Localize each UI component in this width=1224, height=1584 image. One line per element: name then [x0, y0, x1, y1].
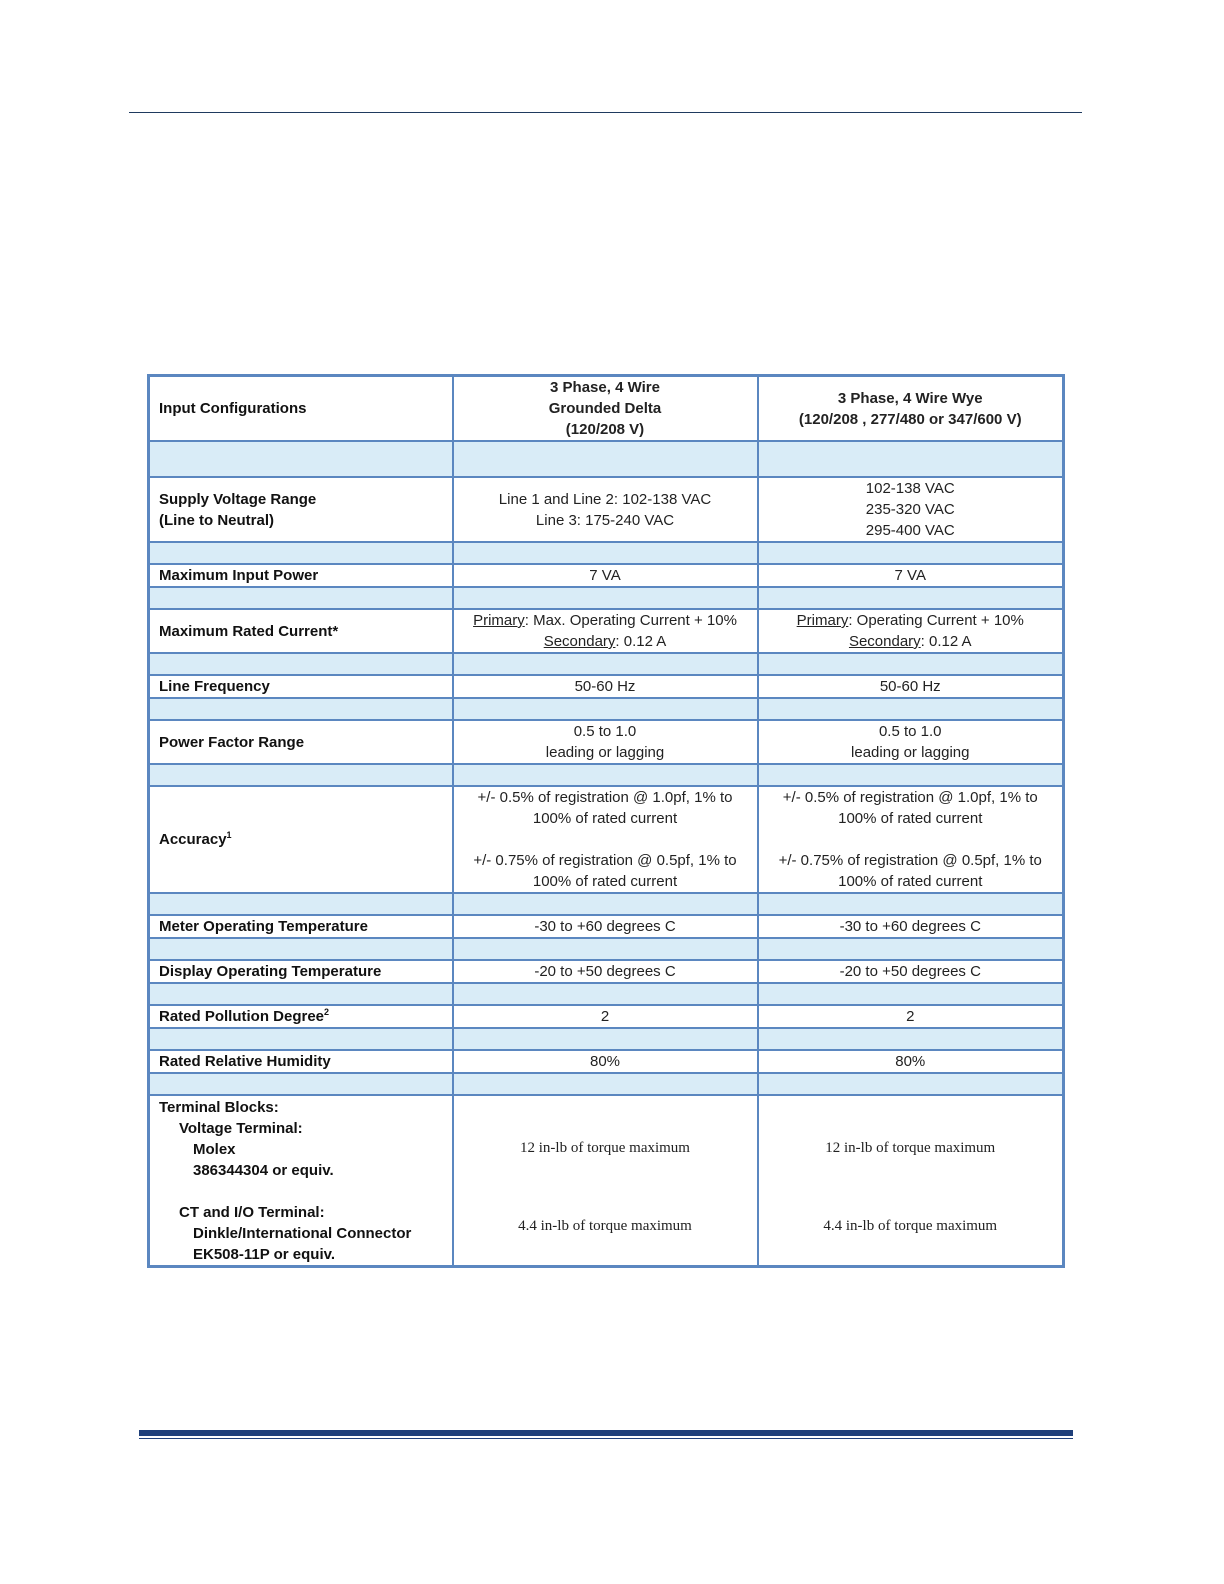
pollution-degree-label-text: Rated Pollution Degree	[159, 1008, 325, 1025]
table-row-meter-temp	[149, 915, 1064, 938]
accuracy-delta	[453, 786, 758, 893]
display-temp-label: Display Operating Temperature	[149, 960, 453, 983]
terminal-blocks-label	[149, 1095, 453, 1267]
line-frequency-delta: 50-60 Hz	[453, 675, 758, 698]
accuracy-wye-a1: +/- 0.5% of registration @ 1.0pf, 1% to	[782, 789, 1038, 806]
power-factor-delta-line1: 0.5 to 1.0	[573, 723, 637, 740]
accuracy-delta-b2: 100% of rated current	[532, 873, 678, 890]
display-temp-wye: -20 to +50 degrees C	[758, 960, 1064, 983]
table-row-pollution-degree	[149, 1005, 1064, 1028]
wye-secondary-key: Secondary	[848, 633, 921, 650]
terminal-blocks-heading: Terminal Blocks:	[159, 1099, 279, 1116]
spacer-row	[149, 764, 1064, 786]
voltage-terminal-maker: Molex	[193, 1141, 236, 1158]
power-factor-wye-line2: leading or lagging	[851, 744, 970, 761]
delta-primary-line	[454, 610, 757, 631]
max-input-power-wye: 7 VA	[758, 564, 1064, 587]
meter-temp-label: Meter Operating Temperature	[149, 915, 453, 938]
pollution-degree-wye: 2	[758, 1005, 1064, 1028]
relative-humidity-wye: 80%	[758, 1050, 1064, 1073]
table-row-terminal-blocks	[149, 1095, 1064, 1267]
accuracy-wye-b1: +/- 0.75% of registration @ 0.5pf, 1% to	[778, 852, 1042, 869]
table-row-max-input-power	[149, 564, 1064, 587]
power-factor-delta	[453, 720, 758, 764]
supply-voltage-delta-line1: Line 1 and Line 2: 102-138 VAC	[498, 490, 712, 508]
spacer-row	[149, 542, 1064, 564]
table-row-supply-voltage	[149, 477, 1064, 542]
accuracy-delta-a2: 100% of rated current	[532, 810, 678, 827]
delta-config-line1: 3 Phase, 4 Wire	[550, 379, 660, 396]
header-rule	[129, 112, 1082, 113]
supply-voltage-label	[149, 477, 453, 542]
table-row-accuracy	[149, 786, 1064, 893]
delta-config-header	[453, 376, 758, 442]
wye-secondary-value: : 0.12 A	[920, 633, 972, 650]
voltage-terminal-part: 386344304 or equiv.	[193, 1162, 334, 1179]
supply-voltage-wye	[758, 477, 1064, 542]
display-temp-delta: -20 to +50 degrees C	[453, 960, 758, 983]
wye-secondary-line	[759, 631, 1063, 652]
max-rated-current-delta	[453, 609, 758, 653]
delta-primary-key: Primary	[473, 612, 525, 629]
wye-primary-value: : Operating Current + 10%	[848, 612, 1024, 629]
meter-temp-wye: -30 to +60 degrees C	[758, 915, 1064, 938]
supply-voltage-label-line2: (Line to Neutral)	[159, 511, 274, 529]
spacer-row	[149, 938, 1064, 960]
max-rated-current-wye	[758, 609, 1064, 653]
terminal-delta-ct-torque: 4.4 in-lb of torque maximum	[518, 1218, 692, 1234]
power-factor-delta-line2: leading or lagging	[545, 744, 665, 761]
delta-config-line3: (120/208 V)	[565, 421, 645, 438]
spacer-row	[149, 441, 1064, 477]
wye-primary-key: Primary	[796, 612, 849, 629]
max-input-power-label: Maximum Input Power	[149, 564, 453, 587]
accuracy-delta-a1: +/- 0.5% of registration @ 1.0pf, 1% to	[477, 789, 733, 806]
accuracy-wye-b2: 100% of rated current	[838, 873, 983, 890]
delta-secondary-key: Secondary	[543, 633, 616, 650]
footer-rule-thick	[139, 1430, 1073, 1436]
pollution-degree-delta: 2	[453, 1005, 758, 1028]
terminal-wye-voltage-torque: 12 in-lb of torque maximum	[825, 1140, 996, 1156]
accuracy-label	[149, 786, 453, 893]
meter-temp-delta: -30 to +60 degrees C	[453, 915, 758, 938]
line-frequency-label: Line Frequency	[149, 675, 453, 698]
delta-secondary-line	[454, 631, 757, 652]
table-row-display-temp	[149, 960, 1064, 983]
accuracy-wye-a2: 100% of rated current	[838, 810, 983, 827]
delta-primary-value: : Max. Operating Current + 10%	[524, 612, 737, 629]
input-configurations-label: Input Configurations	[149, 376, 453, 442]
accuracy-label-text: Accuracy	[159, 831, 227, 848]
accuracy-wye	[758, 786, 1064, 893]
supply-voltage-delta-line2: Line 3: 175-240 VAC	[535, 511, 675, 529]
ct-io-terminal-heading: CT and I/O Terminal:	[179, 1204, 325, 1221]
delta-secondary-value: : 0.12 A	[615, 633, 667, 650]
supply-voltage-wye-line1: 102-138 VAC	[865, 480, 955, 497]
wye-primary-line	[759, 610, 1063, 631]
terminal-wye-ct-torque: 4.4 in-lb of torque maximum	[823, 1218, 998, 1234]
table-row-power-factor	[149, 720, 1064, 764]
max-input-power-delta: 7 VA	[453, 564, 758, 587]
voltage-terminal-heading: Voltage Terminal:	[179, 1120, 303, 1137]
specifications-table	[147, 374, 1065, 1268]
table-row-relative-humidity	[149, 1050, 1064, 1073]
line-frequency-wye: 50-60 Hz	[758, 675, 1064, 698]
supply-voltage-wye-line3: 295-400 VAC	[865, 522, 955, 539]
ct-io-terminal-part: EK508-11P or equiv.	[193, 1246, 336, 1263]
pollution-degree-label	[149, 1005, 453, 1028]
terminal-blocks-wye	[758, 1095, 1064, 1267]
footer-rule-thin	[139, 1438, 1073, 1439]
supply-voltage-label-line1: Supply Voltage Range	[159, 490, 317, 508]
power-factor-wye	[758, 720, 1064, 764]
max-rated-current-label: Maximum Rated Current*	[149, 609, 453, 653]
spacer-row	[149, 587, 1064, 609]
table-row-input-configurations	[149, 376, 1064, 442]
accuracy-delta-b1: +/- 0.75% of registration @ 0.5pf, 1% to	[473, 852, 737, 869]
relative-humidity-label: Rated Relative Humidity	[149, 1050, 453, 1073]
wye-config-header	[758, 376, 1064, 442]
ct-io-terminal-maker: Dinkle/International Connector	[193, 1225, 412, 1242]
power-factor-wye-line1: 0.5 to 1.0	[878, 723, 942, 740]
spacer-row	[149, 983, 1064, 1005]
spacer-row	[149, 1073, 1064, 1095]
spacer-row	[149, 653, 1064, 675]
supply-voltage-delta	[453, 477, 758, 542]
terminal-blocks-delta	[453, 1095, 758, 1267]
supply-voltage-wye-line2: 235-320 VAC	[865, 501, 955, 518]
spacer-row	[149, 893, 1064, 915]
table-row-max-rated-current	[149, 609, 1064, 653]
relative-humidity-delta: 80%	[453, 1050, 758, 1073]
accuracy-footnote-marker: 1	[226, 830, 232, 840]
terminal-delta-voltage-torque: 12 in-lb of torque maximum	[520, 1140, 690, 1156]
wye-config-line2: (120/208 , 277/480 or 347/600 V)	[798, 410, 1022, 428]
spacer-row	[149, 1028, 1064, 1050]
power-factor-label: Power Factor Range	[149, 720, 453, 764]
delta-config-line2: Grounded Delta	[548, 400, 662, 417]
wye-config-line1: 3 Phase, 4 Wire Wye	[837, 389, 983, 407]
pollution-footnote-marker: 2	[324, 1007, 330, 1017]
spacer-row	[149, 698, 1064, 720]
table-row-line-frequency	[149, 675, 1064, 698]
